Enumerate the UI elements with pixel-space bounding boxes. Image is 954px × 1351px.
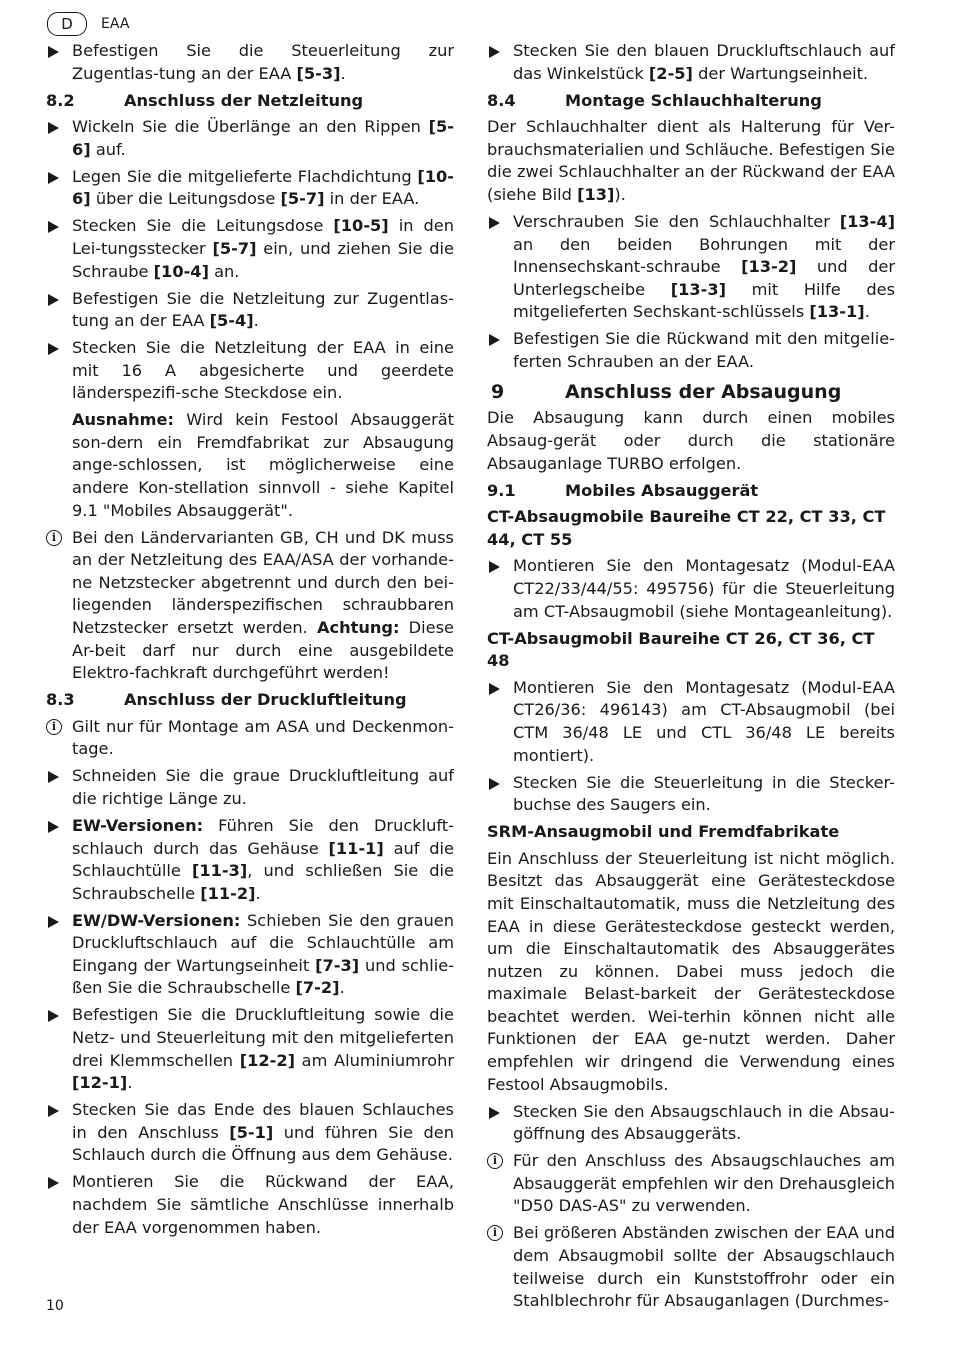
info-icon: i — [46, 719, 62, 735]
info-item: i Gilt nur für Montage am ASA und Deckenmon-tage. — [46, 716, 454, 761]
info-icon: i — [46, 530, 62, 546]
paragraph: Ein Anschluss der Steuerleitung ist nicht möglich. Besitzt das Absauggerät eine Gerätesteckdose mit Einschaltautomatik, muss die Netzleitung des EAA in diese Gerätesteckdose gesteckt werden, um die Einschaltautomatik des Absauggerätes nutzen zu können. Dabei muss jedoch die maximale Belast-barkeit der Gerätesteckdose beachtet werden. Wei-terhin können nicht alle Funktionen der EAA ge-nutzt werden. Daher empfehlen wir dringend die Verwendung eines Festool Absaugmobils. — [487, 848, 895, 1094]
list-item: Montieren Sie den Montagesatz (Modul-EAA CT22/33/44/55: 495756) für die Steuerleitung am CT-Absaugmobil (siehe Montageanleitung). — [487, 555, 895, 623]
right-column — [487, 40, 895, 1317]
bullet-arrow-icon — [48, 172, 59, 184]
bullet-arrow-icon — [48, 821, 59, 833]
list-item: Stecken Sie den blauen Druckluftschlauch auf das Winkelstück [2-5] der Wartungseinheit. — [487, 40, 895, 85]
bullet-arrow-icon — [48, 46, 59, 58]
list-item: Montieren Sie den Montagesatz (Modul-EAA CT26/36: 496143) am CT-Absaugmobil (bei CTM 36/48 LE und CTL 36/48 LE bereits montiert). — [487, 677, 895, 767]
list-item: Schneiden Sie die graue Druckluftleitung auf die richtige Länge zu. — [46, 765, 454, 810]
list-item: Stecken Sie die Netzleitung der EAA in eine mit 16 A abgesicherte und geerdete länderspezifi-sche Steckdose ein. — [46, 337, 454, 405]
chapter-heading: 9 Anschluss der Absaugung — [491, 381, 842, 404]
subheading: CT-Absaugmobil Baureihe CT 26, CT 36, CT 48 — [487, 628, 875, 671]
list-item: Legen Sie die mitgelieferte Flachdichtung [10-6] über die Leitungsdose [5-7] in der EAA. — [46, 166, 454, 211]
bullet-arrow-icon — [48, 1177, 59, 1189]
list-item: Verschrauben Sie den Schlauchhalter [13-4] an den beiden Bohrungen mit der Innensechskant-schraube [13-2] und der Unterlegscheibe [13-3] mit Hilfe des mitgelieferten Sechskant-schlüssels [13-1]. — [487, 211, 895, 324]
subheading: SRM-Ansaugmobil und Fremdfabrikate — [487, 822, 840, 842]
list-item: EW-Versionen: Führen Sie den Druckluft-schlauch durch das Gehäuse [11-1] auf die Schlauchtülle [11-3], und schließen Sie die Schraubschelle [11-2]. — [46, 815, 454, 905]
bullet-arrow-icon — [489, 46, 500, 58]
page-header — [47, 12, 129, 36]
list-item: Stecken Sie das Ende des blauen Schlauches in den Anschluss [5-1] und führen Sie den Schlauch durch die Öffnung aus dem Gehäuse. — [46, 1099, 454, 1167]
section-heading: 8.4 Montage Schlauchhalterung — [487, 90, 822, 110]
bullet-arrow-icon — [489, 778, 500, 790]
bullet-arrow-icon — [48, 1010, 59, 1022]
bullet-arrow-icon — [489, 683, 500, 695]
bullet-arrow-icon — [48, 343, 59, 355]
language-badge: D — [47, 12, 87, 36]
list-item: Wickeln Sie die Überlänge an den Rippen [5-6] auf. — [46, 116, 454, 161]
paragraph: Die Absaugung kann durch einen mobiles Absaug-gerät oder durch die stationäre Absauganlage TURBO erfolgen. — [487, 408, 895, 473]
exception-note: Ausnahme: Wird kein Festool Absauggerät son-dern ein Fremdfabrikat zur Absaugung ange-schlossen, ist möglicherweise eine andere Kon-stellation sinnvoll - siehe Kapitel 9.1 "Mobiles Absauggerät". — [72, 410, 454, 520]
list-item: Stecken Sie die Steuerleitung in die Stecker-buchse des Saugers ein. — [487, 772, 895, 817]
list-item: Befestigen Sie die Druckluftleitung sowie die Netz- und Steuerleitung mit den mitgelieferten drei Klemmschellen [12-2] am Aluminiumrohr [12-1]. — [46, 1004, 454, 1094]
bullet-arrow-icon — [48, 294, 59, 306]
page-number: 10 — [46, 1298, 64, 1314]
list-item: Stecken Sie die Leitungsdose [10-5] in den Lei-tungsstecker [5-7] ein, und ziehen Sie die Schraube [10-4] an. — [46, 215, 454, 283]
bullet-arrow-icon — [489, 217, 500, 229]
bullet-arrow-icon — [489, 334, 500, 346]
list-item: EW/DW-Versionen: Schieben Sie den grauen Druckluftschlauch auf die Schlauchtülle am Eingang der Wartungseinheit [7-3] und schlie-ßen Sie die Schraubschelle [7-2]. — [46, 910, 454, 1000]
list-item: Befestigen Sie die Steuerleitung zur Zugentlas-tung an der EAA [5-3]. — [46, 40, 454, 85]
list-item: Befestigen Sie die Netzleitung zur Zugentlas-tung an der EAA [5-4]. — [46, 288, 454, 333]
left-column — [46, 40, 454, 1244]
info-item: i Bei den Ländervarianten GB, CH und DK muss an der Netzleitung des EAA/ASA der vorhande-ne Netzstecker abgetrennt und durch den bei-liegenden länderspezifischen schraubbaren Netzstecker ersetzt werden. Achtung: Diese Ar-beit darf nur durch eine ausgebildete Elektro-fachkraft durchgeführt werden! — [46, 527, 454, 685]
bullet-arrow-icon — [48, 1105, 59, 1117]
info-icon: i — [487, 1225, 503, 1241]
info-icon: i — [487, 1153, 503, 1169]
bullet-arrow-icon — [48, 122, 59, 134]
section-heading: 9.1 Mobiles Absauggerät — [487, 480, 759, 500]
paragraph: Der Schlauchhalter dient als Halterung für Ver-brauchsmaterialien und Schläuche. Befestigen Sie die zwei Schlauchhalter an der Rückwand der EAA (siehe Bild [13]). — [487, 117, 895, 204]
section-heading: 8.3 Anschluss der Druckluftleitung — [46, 690, 407, 710]
info-item: i Für den Anschluss des Absaugschlauches am Absauggerät empfehlen wir den Drehausgleich "D50 DAS-AS" zu verwenden. — [487, 1150, 895, 1218]
bullet-arrow-icon — [489, 1107, 500, 1119]
list-item: Montieren Sie die Rückwand der EAA, nachdem Sie sämtliche Anschlüsse innerhalb der EAA vorgenommen haben. — [46, 1171, 454, 1239]
list-item: Stecken Sie den Absaugschlauch in die Absau-göffnung des Absauggeräts. — [487, 1101, 895, 1146]
section-heading: 8.2 Anschluss der Netzleitung — [46, 90, 364, 110]
bullet-arrow-icon — [48, 916, 59, 928]
bullet-arrow-icon — [48, 771, 59, 783]
bullet-arrow-icon — [489, 561, 500, 573]
bullet-arrow-icon — [48, 221, 59, 233]
info-item: i Bei größeren Abständen zwischen der EAA und dem Absaugmobil sollte der Absaugschlauch teilweise durch ein Kunststoffrohr oder ein Stahlblechrohr für Absauganlagen (Durchmes- — [487, 1222, 895, 1312]
product-label: EAA — [101, 16, 130, 32]
list-item: Befestigen Sie die Rückwand mit den mitgelie-ferten Schrauben an der EAA. — [487, 328, 895, 373]
subheading: CT-Absaugmobile Baureihe CT 22, CT 33, CT 44, CT 55 — [487, 507, 886, 549]
